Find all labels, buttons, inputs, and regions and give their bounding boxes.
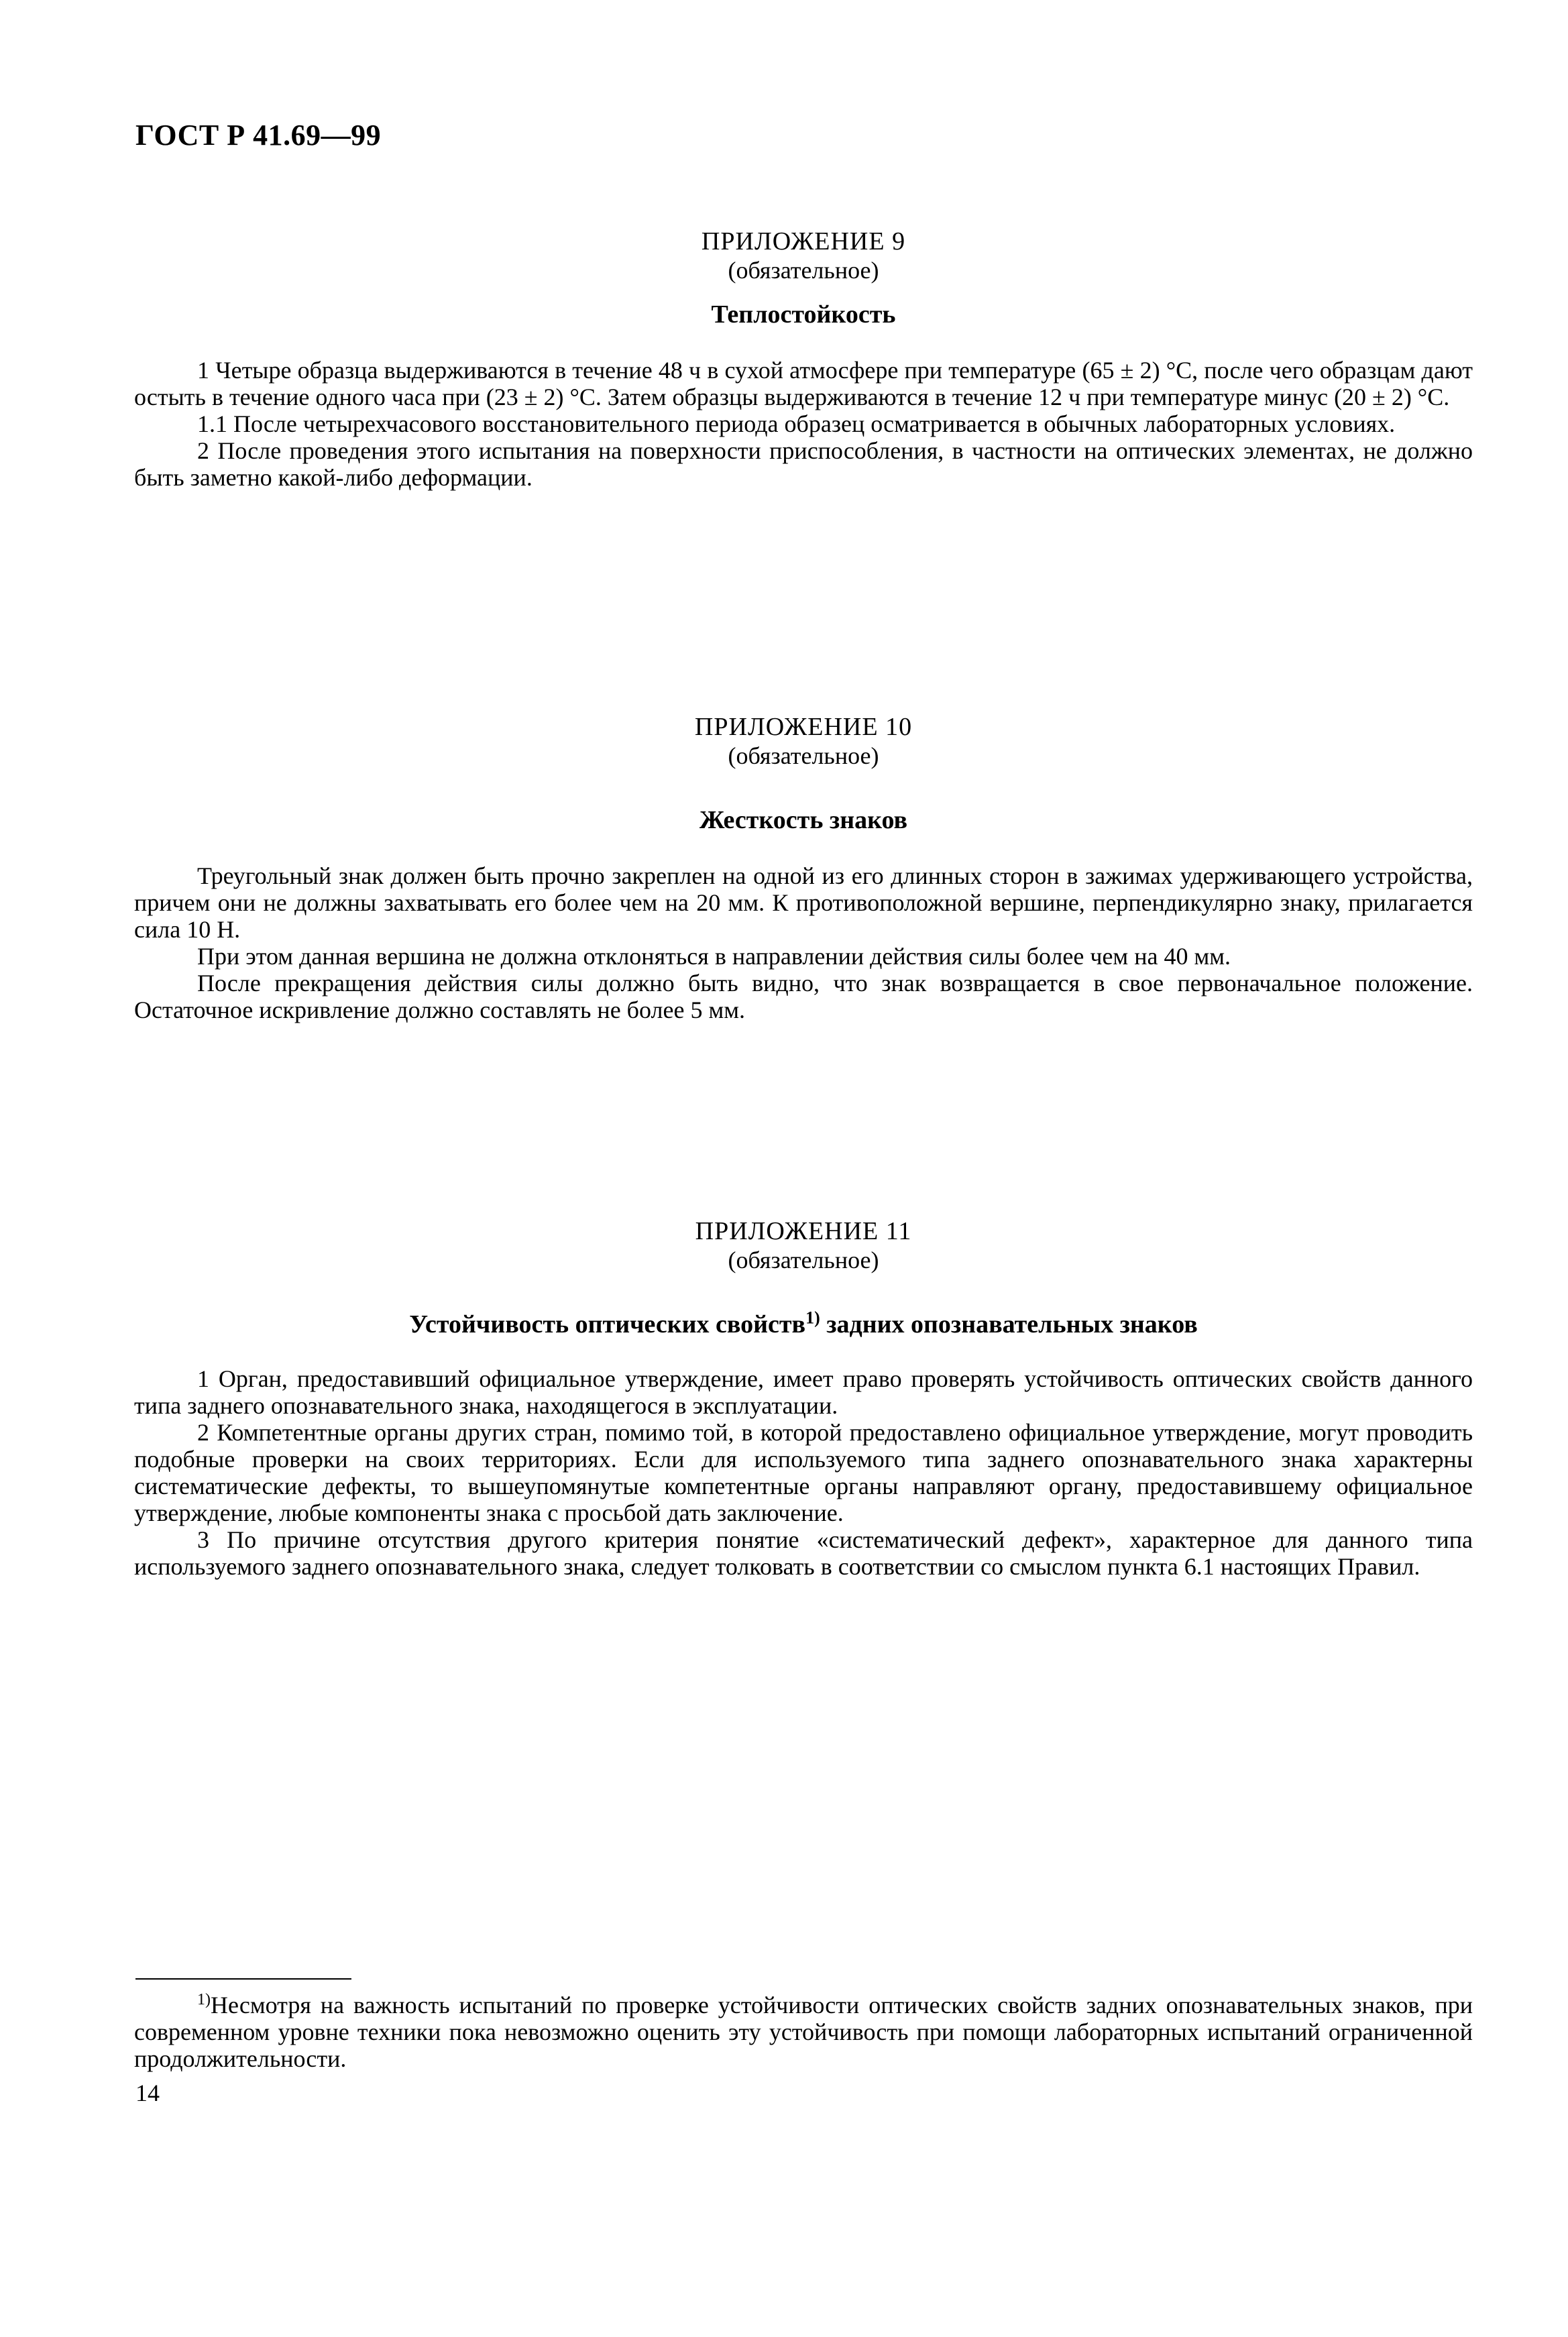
paragraph: 2 Компетентные органы других стран, помимо той, в которой предоставлено официальное утверждение, могут проводить подобные проверки на своих территориях. Если для используемого типа заднего опознавательного знака характерны систематические дефекты, то вышеупомянутые компетентные органы направляют органу, предоставившему официальное утверждение, любые компоненты знака с просьбой дать заключение. (134, 1419, 1473, 1526)
footnote-reference: 1) (805, 1308, 820, 1328)
paragraph: 1 Четыре образца выдерживаются в течение 48 ч в сухой атмосфере при температуре (65 ± 2) °С, после чего образцам дают остыть в течение одного часа при (23 ± 2) °С. Затем образцы выдерживаются в течение 12 ч при температуре минус (20 ± 2) °С. (134, 357, 1473, 410)
appendix-title: Теплостойкость (711, 300, 896, 329)
footnote (134, 1992, 1473, 2072)
appendix-label: ПРИЛОЖЕНИЕ 11 (695, 1217, 912, 1245)
appendix-label: ПРИЛОЖЕНИЕ 10 (694, 713, 913, 741)
appendix-status: (обязательное) (728, 742, 879, 769)
appendix-title (134, 1309, 1473, 1340)
paragraph: 3 По причине отсутствия другого критерия понятие «систематический дефект», характерное для данного типа используемого заднего опознавательного знака, следует толковать в соответствии со смыслом пункта 6.1 настоящих Правил. (134, 1526, 1473, 1580)
appendix-status: (обязательное) (728, 257, 879, 284)
paragraph: 1.1 После четырехчасового восстановительного периода образец осматривается в обычных лабораторных условиях. (197, 410, 1396, 437)
appendix-title-part1: Устойчивость оптических свойств (409, 1310, 806, 1338)
paragraph: 1 Орган, предоставивший официальное утверждение, имеет право проверять устойчивость оптических свойств данного типа заднего опознавательного знака, находящегося в эксплуатации. (134, 1365, 1473, 1419)
appendix-label: ПРИЛОЖЕНИЕ 9 (701, 227, 906, 255)
document-code-header: ГОСТ Р 41.69—99 (135, 119, 382, 152)
paragraph: При этом данная вершина не должна отклоняться в направлении действия силы более чем на 40 мм. (197, 943, 1231, 970)
footnote-divider (135, 1978, 351, 1980)
appendix-title: Жесткость знаков (699, 806, 908, 834)
footnote-text: Несмотря на важность испытаний по проверке устойчивости оптических свойств задних опознавательных знаков, при современном уровне техники пока невозможно оценить эту устойчивость при помощи лабораторных испытаний ограниченной продолжительности. (134, 1992, 1473, 2072)
appendix-9 (134, 227, 1473, 491)
paragraph: Треугольный знак должен быть прочно закреплен на одной из его длинных сторон в зажимах удерживающего устройства, причем они не должны захватывать его более чем на 20 мм. К противоположной вершине, перпендикулярно знаку, прилагается сила 10 Н. (134, 862, 1473, 943)
footnote-marker: 1) (197, 1991, 211, 2008)
appendix-11 (134, 1216, 1473, 1580)
appendix-10 (134, 712, 1473, 1023)
appendix-status: (обязательное) (728, 1247, 879, 1273)
paragraph: После прекращения действия силы должно быть видно, что знак возвращается в свое первоначальное положение. Остаточное искривление должно составлять не более 5 мм. (134, 970, 1473, 1023)
appendix-title-part2: задних опознавательных знаков (820, 1310, 1198, 1338)
page-number: 14 (135, 2079, 160, 2106)
paragraph: 2 После проведения этого испытания на поверхности приспособления, в частности на оптических элементах, не должно быть заметно какой-либо деформации. (134, 437, 1473, 491)
